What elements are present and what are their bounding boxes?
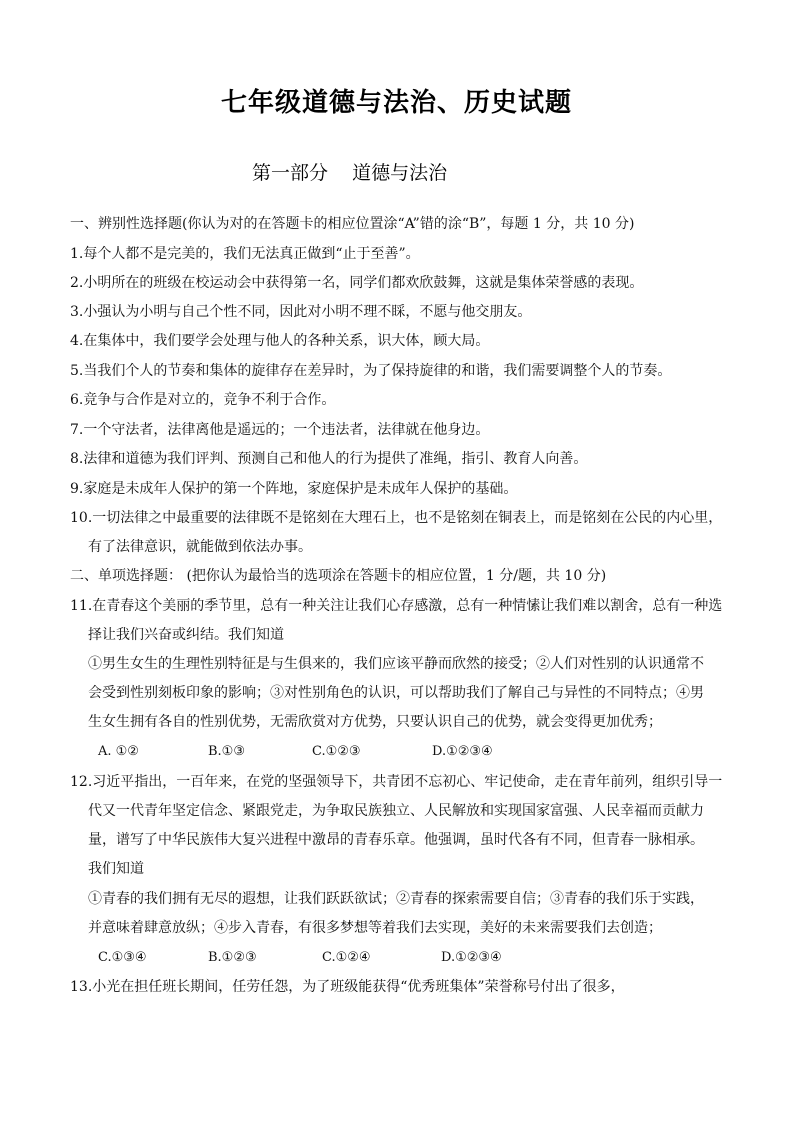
question-4: 4.在集体中，我们要学会处理与他人的各种关系，识大体，顾大局。 bbox=[70, 333, 490, 349]
question-8: 8.法律和道德为我们评判、预测自己和他人的行为提供了准绳，指引、教育人向善。 bbox=[70, 451, 588, 467]
question-11-stem-continued: 择让我们兴奋或纠结。我们知道 bbox=[88, 627, 284, 643]
question-10: 10.一切法律之中最重要的法律既不是铭刻在大理石上，也不是铭刻在铜表上，而是铭刻在公民的内心里， bbox=[70, 510, 723, 526]
question-11-statements-continued: 会受到性别刻板印象的影响；③对性别角色的认识，可以帮助我们了解自己与异性的不同特点；④男 bbox=[88, 685, 704, 701]
question-12-prompt: 我们知道 bbox=[88, 861, 144, 877]
question-1: 1.每个人都不是完美的，我们无法真正做到“止于至善”。 bbox=[70, 246, 420, 262]
question-11-option-a: A. ①② bbox=[98, 744, 139, 759]
question-11-option-b: B.①③ bbox=[208, 744, 245, 759]
question-12-statements-continued: 并意味着肆意放纵；④步入青春，有很多梦想等着我们去实现，美好的未来需要我们去创造； bbox=[88, 920, 662, 936]
question-3: 3.小强认为小明与自己个性不同，因此对小明不理不睬，不愿与他交朋友。 bbox=[70, 304, 532, 320]
question-11-option-c: C.①②③ bbox=[312, 744, 361, 759]
question-6: 6.竞争与合作是对立的，竞争不利于合作。 bbox=[70, 392, 336, 408]
question-7: 7.一个守法者，法律离他是遥远的；一个违法者，法律就在他身边。 bbox=[70, 422, 490, 438]
section-two-header: 二、单项选择题： (把你认为最恰当的选项涂在答题卡的相应位置，1 分/题，共 10 分) bbox=[70, 568, 607, 584]
question-12-option-d: D.①②③④ bbox=[441, 950, 502, 965]
question-13-stem: 13.小光在担任班长期间，任劳任怨，为了班级能获得“优秀班集体”荣誉称号付出了很多， bbox=[70, 979, 625, 995]
question-9: 9.家庭是未成年人保护的第一个阵地，家庭保护是未成年人保护的基础。 bbox=[70, 481, 518, 497]
question-12-stem: 12.习近平指出，一百年来，在党的坚强领导下，共青团不忘初心、牢记使命，走在青年前列，组织引导一 bbox=[70, 774, 723, 790]
question-10-continued: 有了法律意识，就能做到依法办事。 bbox=[88, 539, 312, 555]
question-11-stem: 11.在青春这个美丽的季节里，总有一种关注让我们心存感激，总有一种情愫让我们难以割舍，总有一种选 bbox=[70, 598, 723, 614]
question-12-stem-continued-1: 代又一代青年坚定信念、紧跟党走，为争取民族独立、人民解放和实现国家富强、人民幸福而贡献力 bbox=[88, 803, 704, 819]
question-12-option-a: C.①③④ bbox=[98, 950, 147, 965]
part-one-title: 第一部分 道德与法治 bbox=[252, 162, 448, 184]
section-one-header: 一、辨别性选择题(你认为对的在答题卡的相应位置涂“A”错的涂“B”，每题 1 分，共 10 分) bbox=[70, 216, 635, 232]
question-11-statements-end: 生女生拥有各自的性别优势，无需欣赏对方优势，只要认识自己的优势，就会变得更加优秀； bbox=[88, 714, 662, 730]
question-2: 2.小明所在的班级在校运动会中获得第一名，同学们都欢欣鼓舞，这就是集体荣誉感的表现。 bbox=[70, 275, 644, 291]
exam-title: 七年级道德与法治、历史试题 bbox=[220, 88, 572, 118]
question-11-option-d: D.①②③④ bbox=[432, 744, 493, 759]
question-12-option-b: B.①②③ bbox=[208, 950, 257, 965]
question-12-option-c: C.①②④ bbox=[322, 950, 371, 965]
question-11-statements: ①男生女生的生理性别特征是与生俱来的，我们应该平静而欣然的接受；②人们对性别的认识通常不 bbox=[88, 656, 704, 672]
question-12-stem-continued-2: 量，谱写了中华民族伟大复兴进程中激昂的青春乐章。他强调，虽时代各有不同，但青春一脉相承。 bbox=[88, 832, 704, 848]
question-5: 5.当我们个人的节奏和集体的旋律存在差异时，为了保持旋律的和谐，我们需要调整个人的节奏。 bbox=[70, 363, 672, 379]
question-12-statements: ①青春的我们拥有无尽的遐想，让我们跃跃欲试；②青春的探索需要自信；③青春的我们乐于实践， bbox=[88, 891, 704, 907]
